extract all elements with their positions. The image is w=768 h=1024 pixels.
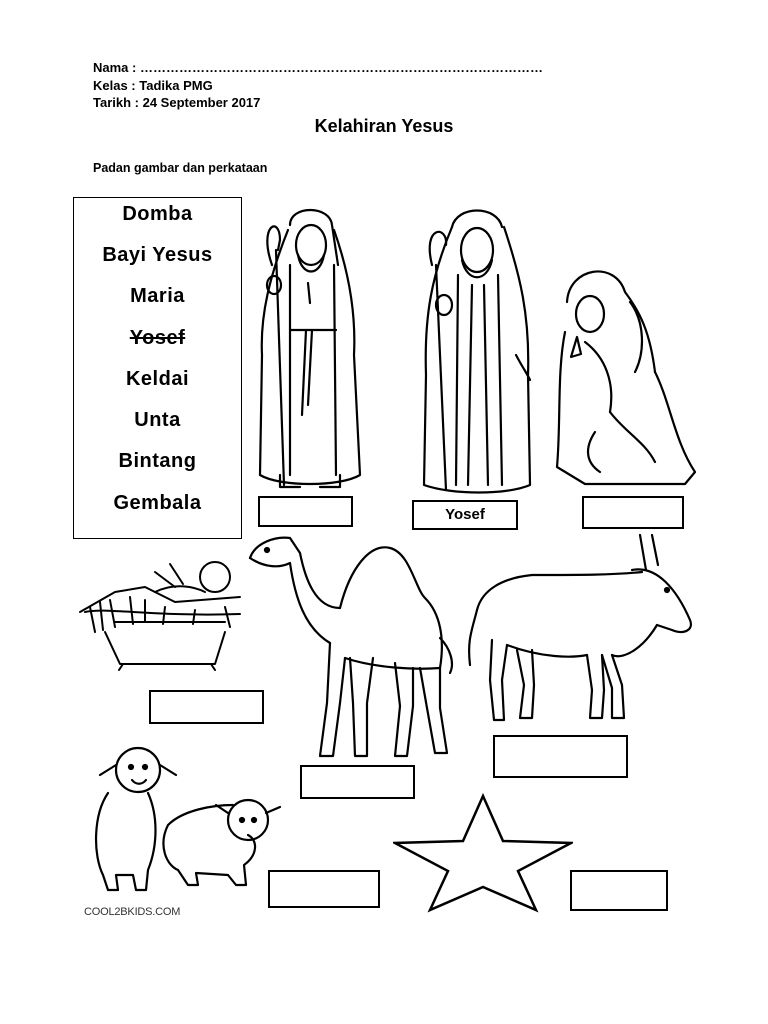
sheep: [88, 735, 288, 900]
joseph-figure: [412, 205, 542, 495]
answer-box-camel[interactable]: [300, 765, 415, 799]
answer-box-sheep[interactable]: [268, 870, 380, 908]
word-item: Maria: [130, 285, 185, 307]
answer-box-joseph[interactable]: Yosef: [412, 500, 518, 530]
date-line: Tarikh : 24 September 2017: [93, 95, 261, 110]
worksheet-title: Kelahiran Yesus: [314, 116, 454, 136]
class-line: Kelas : Tadika PMG: [93, 78, 213, 93]
answer-box-shepherd[interactable]: [258, 496, 353, 527]
donkey: [462, 530, 697, 725]
word-item: Keldai: [125, 368, 190, 390]
word-item: Domba: [122, 203, 193, 225]
image-credit: COOL2BKIDS.COM: [84, 906, 181, 918]
word-item: Bayi Yesus: [102, 244, 213, 266]
answer-box-donkey[interactable]: [493, 735, 628, 778]
mary-figure: [555, 262, 700, 487]
answer-box-star[interactable]: [570, 870, 668, 911]
baby-jesus-manger: [75, 552, 250, 672]
word-bank: [73, 197, 242, 539]
word-item-struck: Yosef: [129, 327, 186, 349]
word-item: Unta: [134, 409, 181, 431]
name-line: Nama : …………………………………………………………………………………: [93, 60, 543, 75]
answer-box-baby-jesus[interactable]: [149, 690, 264, 724]
instruction-text: Padan gambar dan perkataan: [93, 161, 268, 175]
word-item: Gembala: [113, 492, 202, 514]
word-item: Bintang: [118, 450, 197, 472]
shepherd-figure: [250, 205, 375, 495]
camel: [245, 528, 465, 763]
star: [393, 793, 573, 913]
answer-box-mary[interactable]: [582, 496, 684, 529]
